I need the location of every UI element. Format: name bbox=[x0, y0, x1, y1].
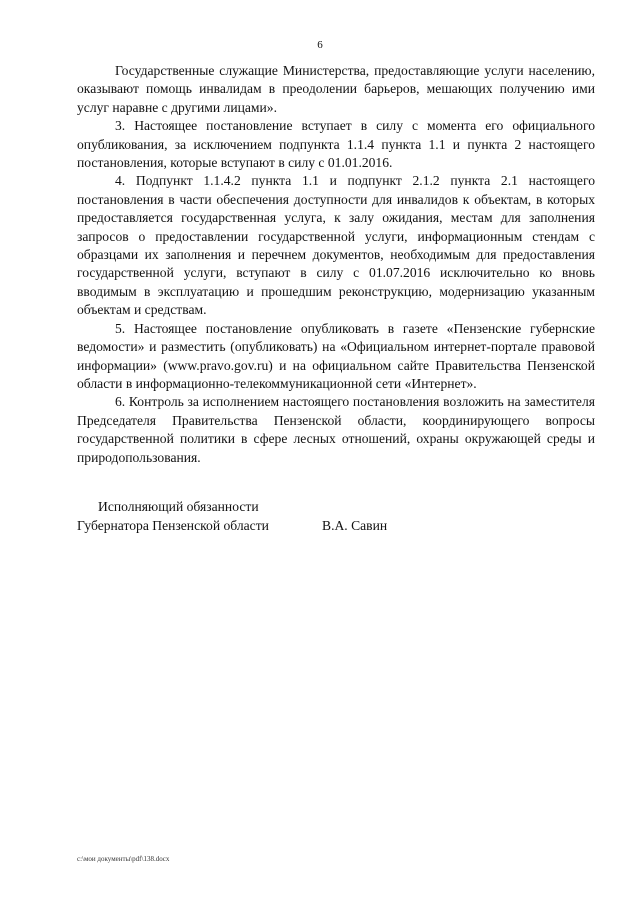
paragraph-6: 6. Контроль за исполнением настоящего постановления возложить на заместителя Председателя Правительства Пензенской области, координирующего вопросы государственной политики в сфере лесных отношений, охраны окружающей среды и природопользования. bbox=[77, 394, 595, 465]
signature-title: Губернатора Пензенской области bbox=[77, 518, 269, 533]
signature-block bbox=[77, 497, 595, 535]
signature-position: Исполняющий обязанности bbox=[98, 499, 259, 514]
signature-name: В.А. Савин bbox=[322, 518, 388, 533]
paragraph-4: 4. Подпункт 1.1.4.2 пункта 1.1 и подпункт 2.1.2 пункта 2.1 настоящего постановления в части обеспечения доступности для инвалидов к объектам, в которых предоставляется государственная услуга, к залу ожидания, местам для заполнения запросов о предоставлении государственной услуги, информационным стендам с образцами их заполнения и перечнем документов, необходимым для предоставления государственной услуги, вступают в силу с 01.07.2016 исключительно ко вновь вводимым в эксплуатацию и прошедшим реконструкцию, модернизацию указанным объектам и средствам. bbox=[77, 173, 595, 318]
footer-file-path: c:\мои документы\pdf\138.docx bbox=[77, 855, 170, 863]
paragraph-5: 5. Настоящее постановление опубликовать в газете «Пензенские губернские ведомости» и разместить (опубликовать) на «Официальном интернет-портале правовой информации» (www.pravo.gov.ru) и на официальном сайте Правительства Пензенской области в информационно-телекоммуникационной сети «Интернет». bbox=[77, 320, 595, 391]
document-body bbox=[77, 62, 595, 467]
paragraph-services: Государственные служащие Министерства, предоставляющие услуги населению, оказывают помощь инвалидам в преодолении барьеров, мешающих получению ими услуг наравне с другими лицами». bbox=[77, 63, 595, 115]
paragraph-3: 3. Настоящее постановление вступает в силу с момента его официального опубликования, за исключением подпункта 1.1.4 пункта 1.1 и пункта 2 настоящего постановления, которые вступают в силу с 01.01.2016. bbox=[77, 118, 595, 171]
page-number: 6 bbox=[317, 39, 323, 51]
